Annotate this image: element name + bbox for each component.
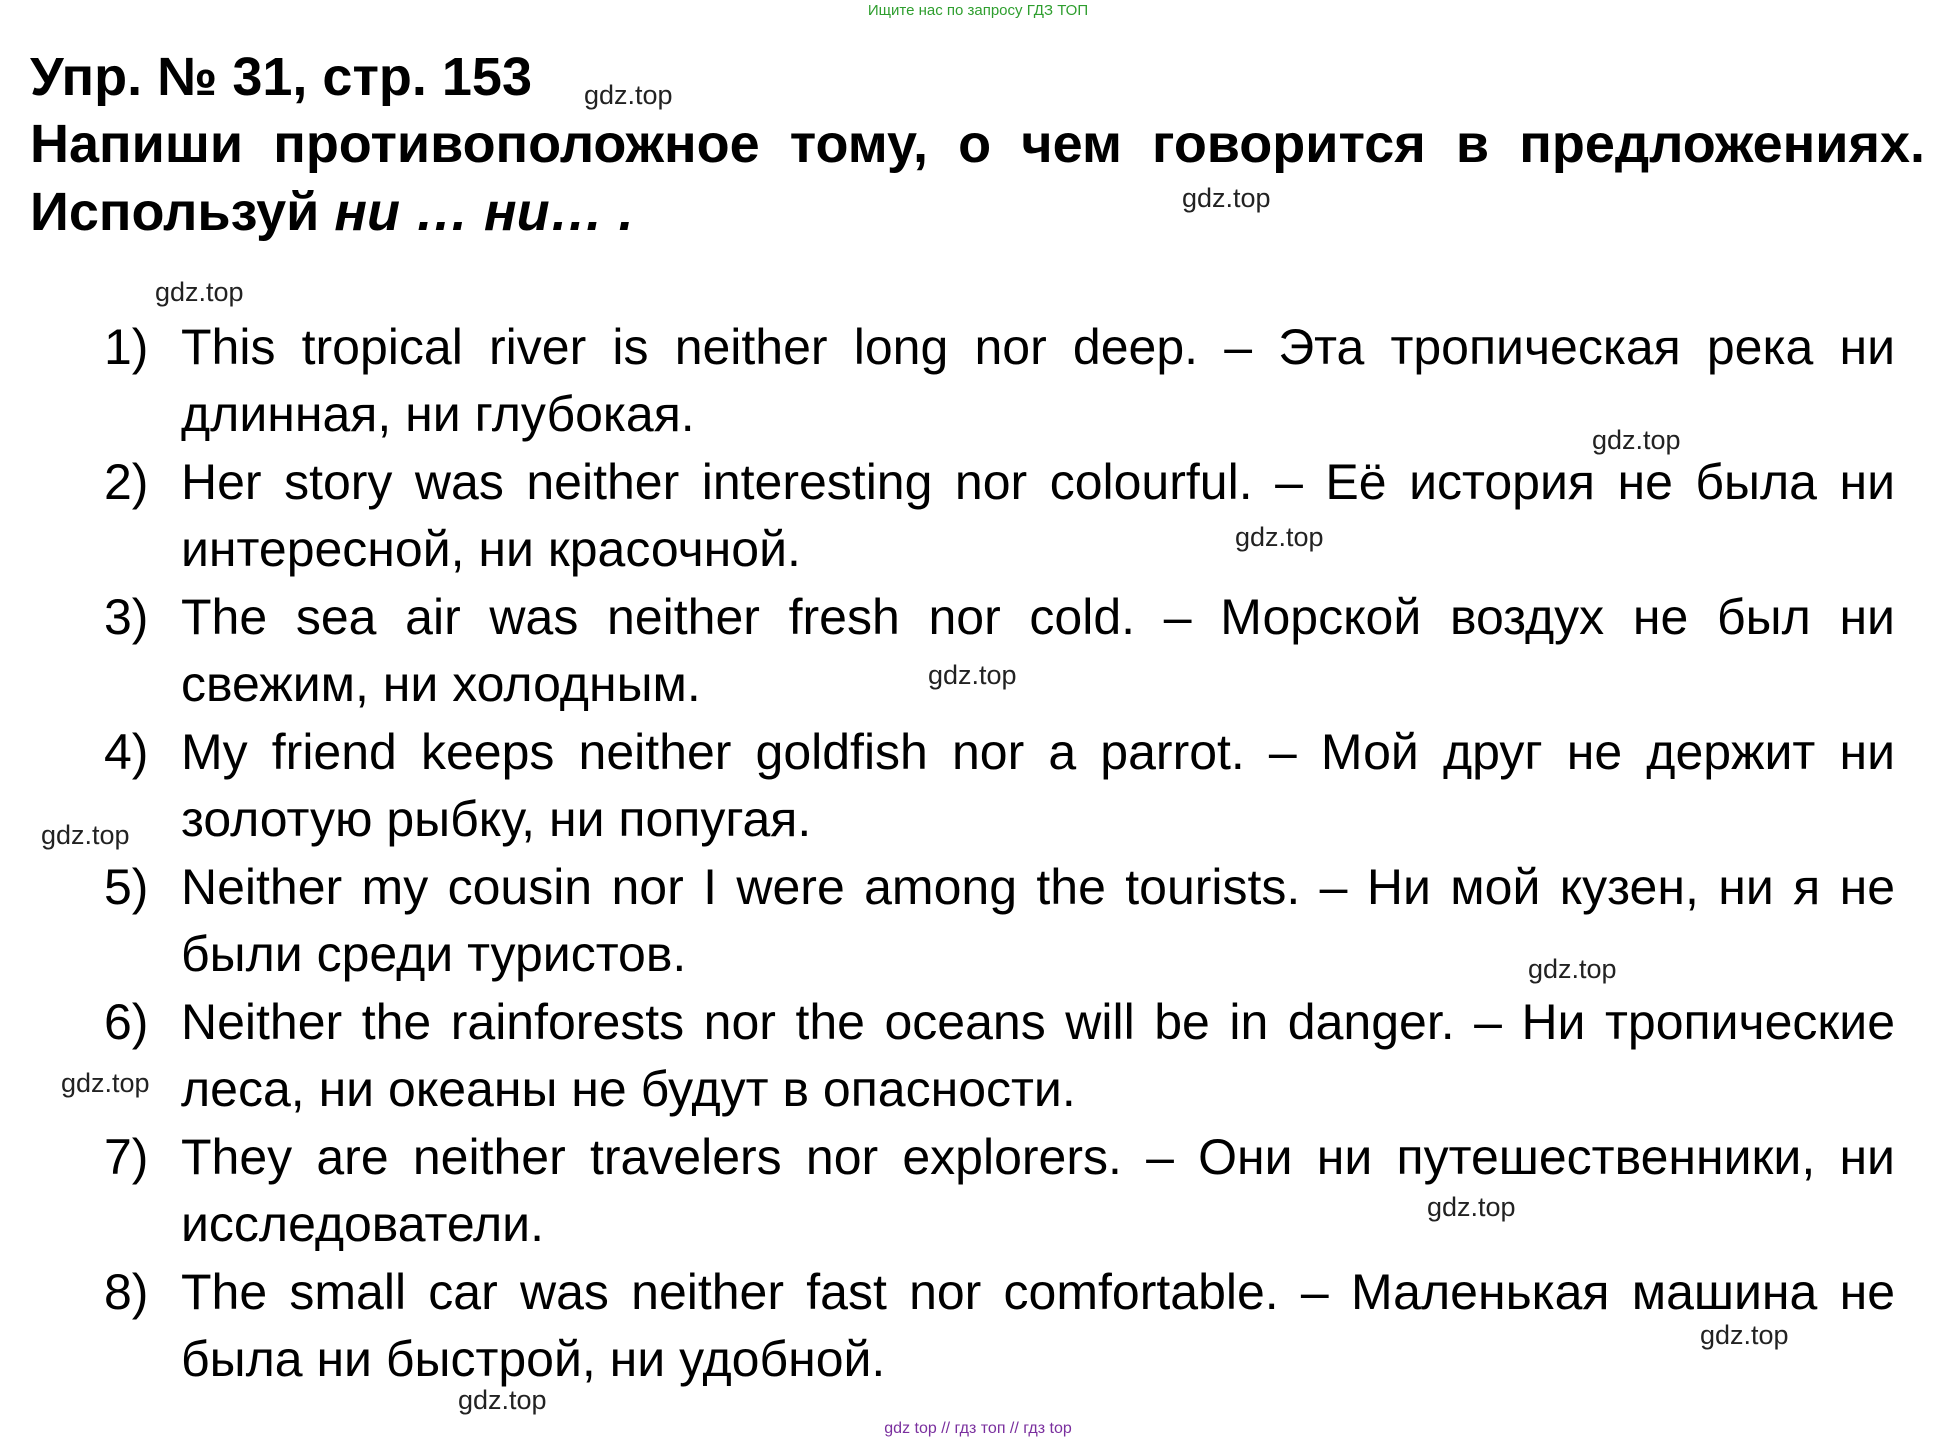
- item-number: 2): [104, 454, 149, 510]
- answer-list: [0, 314, 1956, 1394]
- watermark: gdz.top: [155, 277, 244, 307]
- watermark: gdz.top: [928, 660, 1017, 690]
- item-number: 4): [104, 724, 149, 780]
- watermark: gdz.top: [41, 820, 130, 850]
- watermark: gdz.top: [1182, 183, 1271, 213]
- item-number: 7): [104, 1129, 149, 1185]
- watermark: gdz.top: [458, 1385, 547, 1415]
- item-number: 3): [104, 589, 149, 645]
- footer-banner: gdz top // гдз топ // гдз top: [884, 1420, 1072, 1437]
- task-instruction: [30, 110, 1925, 246]
- item-number: 1): [104, 319, 149, 375]
- watermark: gdz.top: [1235, 522, 1324, 552]
- list-item: [0, 1259, 1895, 1393]
- item-text: They are neither travelers nor explorers. – Они ни путешественники, ни исследователи.: [181, 1129, 1895, 1252]
- list-item: [0, 449, 1895, 583]
- top-banner: Ищите нас по запросу ГДЗ ТОП: [867, 2, 1089, 19]
- list-item: [0, 584, 1895, 718]
- watermark: gdz.top: [584, 80, 673, 110]
- item-text: Her story was neither interesting nor colourful. – Её история не была ни интересной, ни красочной.: [181, 454, 1895, 577]
- item-number: 5): [104, 859, 149, 915]
- watermark: gdz.top: [61, 1068, 150, 1098]
- watermark: gdz.top: [1427, 1192, 1516, 1222]
- list-item: [0, 719, 1895, 853]
- watermark: gdz.top: [1700, 1320, 1789, 1350]
- item-text: Neither my cousin nor I were among the tourists. – Ни мой кузен, ни я не были среди туристов.: [181, 859, 1895, 982]
- task-emphasis: ни … ни… .: [334, 182, 634, 242]
- item-number: 6): [104, 994, 149, 1050]
- task-text: Напиши противоположное тому, о чем говорится в предложениях. Используй: [30, 114, 1925, 242]
- item-text: This tropical river is neither long nor deep. – Эта тропическая река ни длинная, ни глубокая.: [181, 319, 1895, 442]
- watermark: gdz.top: [1592, 425, 1681, 455]
- item-number: 8): [104, 1264, 149, 1320]
- page-title: Упр. № 31, стр. 153: [30, 47, 532, 107]
- list-item: [0, 1124, 1895, 1258]
- item-text: Neither the rainforests nor the oceans will be in danger. – Ни тропические леса, ни океаны не будут в опасности.: [181, 994, 1895, 1117]
- item-text: My friend keeps neither goldfish nor a parrot. – Мой друг не держит ни золотую рыбку, ни попугая.: [181, 724, 1895, 847]
- item-text: The small car was neither fast nor comfortable. – Маленькая машина не была ни быстрой, ни удобной.: [181, 1264, 1895, 1387]
- watermark: gdz.top: [1528, 954, 1617, 984]
- item-text: The sea air was neither fresh nor cold. – Морской воздух не был ни свежим, ни холодным.: [181, 589, 1895, 712]
- list-item: [0, 989, 1895, 1123]
